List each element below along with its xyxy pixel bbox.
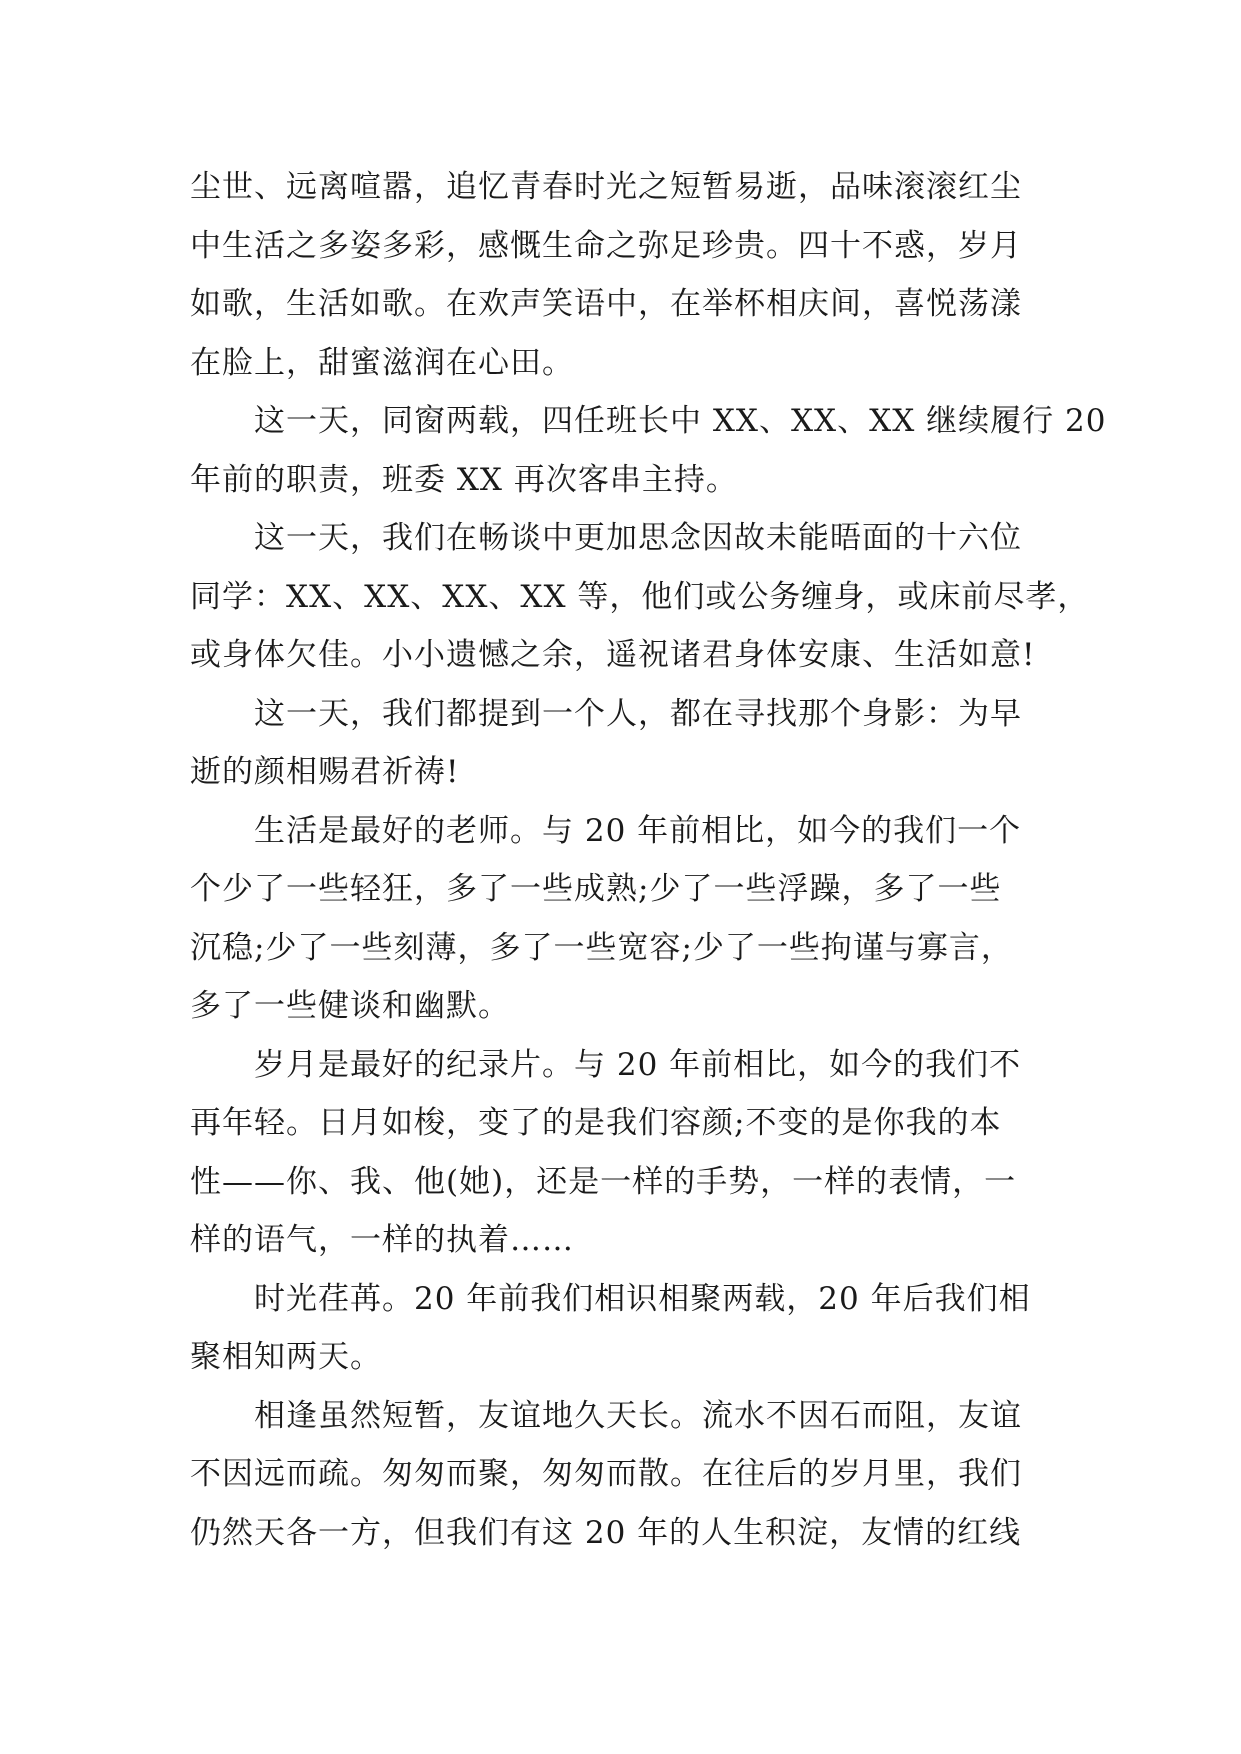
text-line: 多了一些健谈和幽默。 (190, 988, 510, 1024)
text-line: 不因远而疏。匆匆而聚，匆匆而散。在往后的岁月里，我们 (190, 1456, 1022, 1492)
text-line: 中生活之多姿多彩，感慨生命之弥足珍贵。四十不惑，岁月 (190, 227, 1022, 264)
text-line: 在脸上，甜蜜滋润在心田。 (190, 344, 574, 381)
text-line: 同学：XX、XX、XX、XX 等，他们或公务缠身，或床前尽孝， (190, 578, 1090, 615)
text-line: 或身体欠佳。小小遗憾之余，遥祝诸君身体安康、生活如意! (190, 637, 1036, 673)
text-line: 仍然天各一方，但我们有这 20 年的人生积淀，友情的红线 (190, 1514, 1022, 1551)
text-line: 样的语气，一样的执着…… (190, 1222, 574, 1258)
text-line: 年前的职责，班委 XX 再次客串主持。 (190, 461, 738, 498)
text-line: 再年轻。日月如梭，变了的是我们容颜;不变的是你我的本 (190, 1105, 1002, 1141)
paragraph-first-line: 这一天，同窗两载，四任班长中 XX、XX、XX 继续履行 20 (254, 403, 1107, 439)
document-body (190, 158, 1107, 1562)
text-line: 如歌，生活如歌。在欢声笑语中，在举杯相庆间，喜悦荡漾 (190, 286, 1022, 322)
paragraph-first-line: 相逢虽然短暂，友谊地久天长。流水不因石而阻，友谊 (254, 1397, 1022, 1434)
text-line: 逝的颜相赐君祈祷! (190, 754, 460, 790)
paragraph-first-line: 时光荏苒。20 年前我们相识相聚两载，20 年后我们相 (254, 1280, 1031, 1317)
text-line: 性——你、我、他(她)，还是一样的手势，一样的表情，一 (190, 1163, 1017, 1200)
text-line: 沉稳;少了一些刻薄，多了一些宽容;少了一些拘谨与寡言， (190, 929, 1013, 966)
paragraph-first-line: 生活是最好的老师。与 20 年前相比，如今的我们一个 (254, 812, 1022, 849)
text-line: 尘世、远离喧嚣，追忆青春时光之短暂易逝，品味滚滚红尘 (190, 169, 1022, 205)
paragraph-first-line: 这一天，我们在畅谈中更加思念因故未能晤面的十六位 (254, 520, 1022, 556)
paragraph-first-line: 岁月是最好的纪录片。与 20 年前相比，如今的我们不 (254, 1046, 1022, 1083)
paragraph-first-line: 这一天，我们都提到一个人，都在寻找那个身影：为早 (254, 695, 1022, 732)
text-line: 个少了一些轻狂，多了一些成熟;少了一些浮躁，多了一些 (190, 871, 1002, 907)
text-line: 聚相知两天。 (190, 1339, 382, 1375)
